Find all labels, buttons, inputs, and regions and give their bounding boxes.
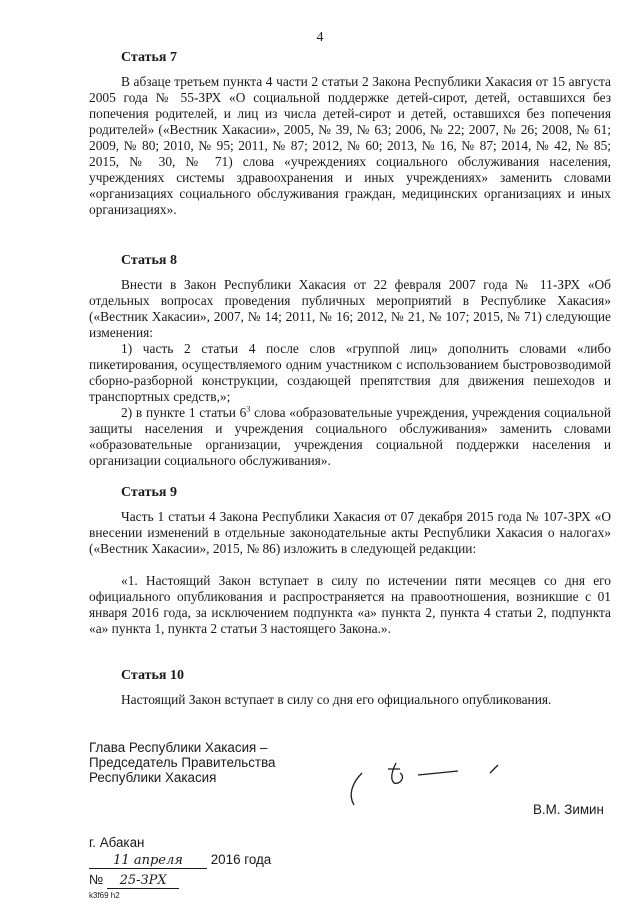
article-10-heading: Статья 10 [121,668,184,683]
handwritten-signature [340,755,520,815]
article-8-heading: Статья 8 [121,253,177,268]
article-9-heading: Статья 9 [121,485,177,500]
article-8-item-1: 1) часть 2 статьи 4 после слов «группой лиц» дополнить словами «либо пикетирования, осуществляемого одним участником с использованием быстровозводимой сборно-разборной конструкции, создающей препятствия для движения пешеходов и транспортных средств,»; [89,341,611,404]
article-7-text: В абзаце третьем пункта 4 части 2 статьи 2 Закона Республики Хакасия от 15 августа 2005 года № 55-ЗРХ «О социальной поддержке детей-сирот, детей, оставшихся без попечения родителей, и лиц из числа детей-сирот и детей, оставшихся без попечения родителей» («Вестник Хакасии», 2005, № 39, № 63; 2006, № 22; 2007, № 26; 2008, № 61; 2009, № 80; 2010, № 95; 2011, № 87; 2012, № 60; 2013, № 16, № 87; 2014, № 42, № 85; 2015, № 30, № 71) слова «учреждениях социального обслуживания населения, учреждениях системы здравоохранения и иных учреждениях» заменить словами «организациях социального обслуживания граждан, медицинских организациях и иных организациях». [89,74,611,217]
article-9-intro: Часть 1 статьи 4 Закона Республики Хакасия от 07 декабря 2015 года № 107-ЗРХ «О внесении изменений в отдельные законодательные акты Республики Хакасия о налогах» («Вестник Хакасии», 2015, № 86) изложить в следующей редакции: [89,509,611,556]
signatory-title [89,740,275,785]
page-number: 4 [316,30,324,45]
article-7-heading: Статья 7 [121,50,177,65]
footer-code: k3f69 h2 [89,891,120,900]
signing-date [89,852,271,869]
signatory-title-line2: Председатель Правительства [89,755,276,770]
superscript-index: 3 [246,404,251,414]
number-sign: № [89,872,104,887]
article-9-quote: «1. Настоящий Закон вступает в силу по истечении пяти месяцев со дня его официального опубликования и распространяется на правоотношения, возникшие с 01 января 2016 года, за исключением подпункта «а» пункта 2, пункта 4 статьи 2, подпункта «а» пункта 1, пункта 2 статьи 3 настоящего Закона.». [89,573,611,636]
handwritten-date: 11 апреля [89,853,207,869]
item-2-text: 2) в пункте 1 статьи $6^3$ слова «образовательные учреждения, учреждения социальной защиты населения и учреждения социального обслуживания» заменить словами «образовательные организации, учреждения социальной поддержки населения и организации социального обслуживания». [89,404,611,468]
signatory-title-line1: Глава Республики Хакасия – [89,740,268,755]
article-8-intro: Внести в Закон Республики Хакасия от 22 февраля 2007 года № 11-ЗРХ «Об отдельных вопросах проведения публичных мероприятий в Республике Хакасия» («Вестник Хакасии», 2007, № 14; 2011, № 16; 2012, № 21, № 107; 2015, № 71) следующие изменения: [89,277,611,340]
article-10-text: Настоящий Закон вступает в силу со дня его официального опубликования. [121,692,552,707]
handwritten-number: 25-ЗРХ [107,873,179,889]
article-8-item-2 [89,405,611,469]
law-number [89,872,179,889]
signatory-name: В.М. Зимин [533,802,604,817]
place-of-signing: г. Абакан [89,835,145,850]
date-year: 2016 года [210,852,272,867]
signatory-title-line3: Республики Хакасия [89,770,217,785]
